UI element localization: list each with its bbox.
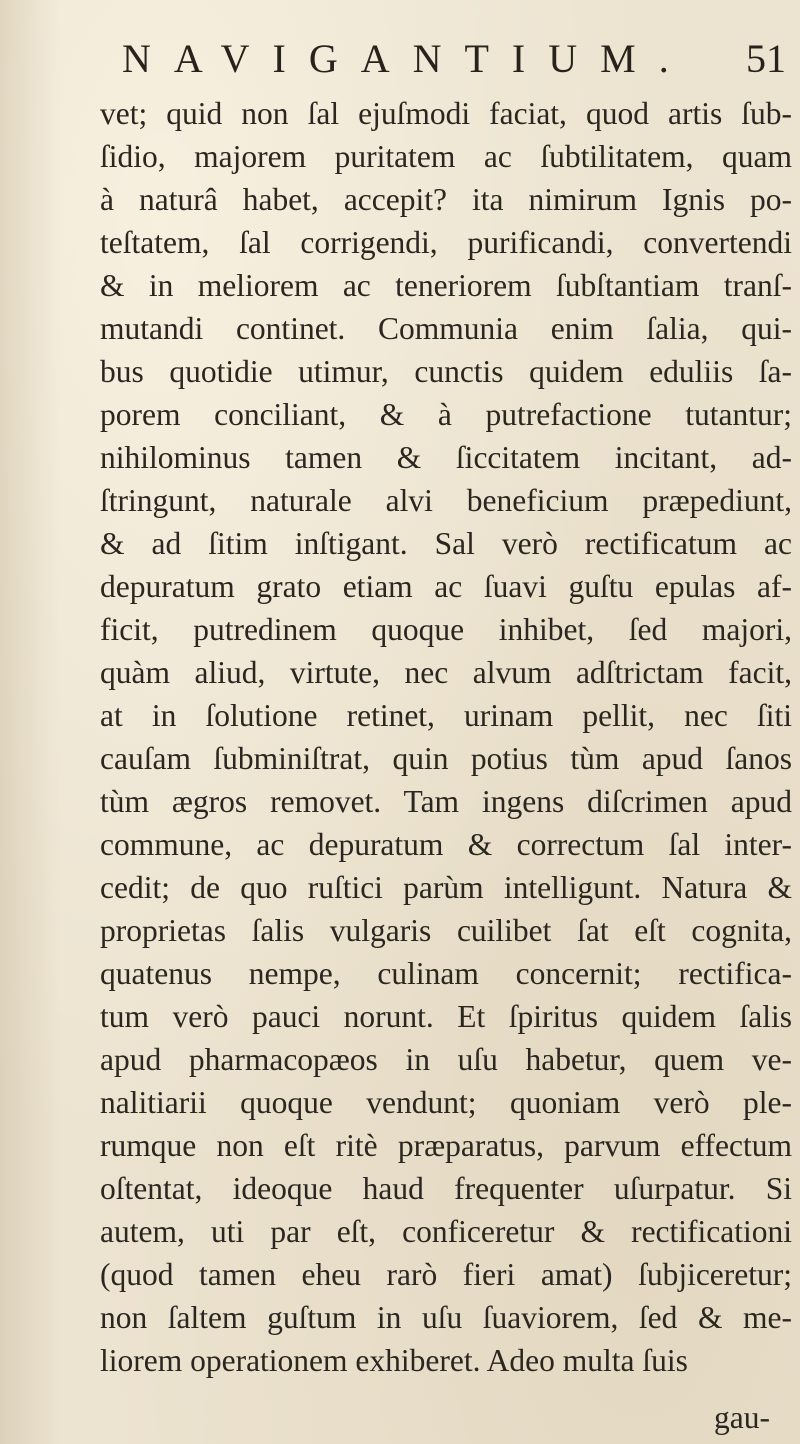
- text-line: porem conciliant, & à putrefactione tutantur;: [100, 397, 792, 432]
- text-line: cedit; de quo ruſtici parùm intelligunt. Natura &: [100, 870, 792, 905]
- text-line: & ad ſitim inſtigant. Sal verò rectificatum ac: [100, 526, 792, 561]
- text-line: rumque non eſt ritè præparatus, parvum effectum: [100, 1128, 792, 1163]
- text-line: vet; quid non ſal ejuſmodi faciat, quod artis ſub-: [100, 96, 792, 131]
- page-number: 51: [746, 36, 786, 81]
- page-edge-shadow: [0, 0, 60, 1444]
- text-line: liorem operationem exhiberet. Adeo multa ſuis: [100, 1343, 688, 1378]
- text-line: mutandi continet. Communia enim ſalia, qui-: [100, 311, 792, 346]
- text-line: quàm aliud, virtute, nec alvum adſtrictam facit,: [100, 655, 792, 690]
- text-line: apud pharmacopæos in uſu habetur, quem ve-: [100, 1042, 792, 1077]
- catchword: gau-: [714, 1400, 770, 1435]
- text-line: (quod tamen eheu rarò fieri amat) ſubjiceretur;: [100, 1257, 792, 1292]
- text-line: autem, uti par eſt, conficeretur & rectificationi: [100, 1214, 792, 1249]
- running-head: NAVIGANTIUM.: [122, 36, 692, 81]
- text-line: teſtatem, ſal corrigendi, purificandi, convertendi: [100, 225, 792, 260]
- text-line: commune, ac depuratum & correctum ſal inter-: [100, 827, 792, 862]
- text-line: proprietas ſalis vulgaris cuilibet ſat eſt cognita,: [100, 913, 792, 948]
- text-line: non ſaltem guſtum in uſu ſuaviorem, ſed & me-: [100, 1300, 792, 1335]
- text-line: nihilominus tamen & ſiccitatem incitant, ad-: [100, 440, 792, 475]
- text-line: at in ſolutione retinet, urinam pellit, nec ſiti: [100, 698, 792, 733]
- body-text: [100, 92, 792, 1382]
- text-line: nalitiarii quoque vendunt; quoniam verò ple-: [100, 1085, 792, 1120]
- text-line: quatenus nempe, culinam concernit; rectifica-: [100, 956, 792, 991]
- text-line: oſtentat, ideoque haud frequenter uſurpatur. Si: [100, 1171, 792, 1206]
- text-line: tùm ægros removet. Tam ingens diſcrimen apud: [100, 784, 792, 819]
- text-line: ficit, putredinem quoque inhibet, ſed majori,: [100, 612, 792, 647]
- text-line: tum verò pauci norunt. Et ſpiritus quidem ſalis: [100, 999, 792, 1034]
- text-line: & in meliorem ac teneriorem ſubſtantiam tranſ-: [100, 268, 792, 303]
- text-line: bus quotidie utimur, cunctis quidem eduliis ſa-: [100, 354, 792, 389]
- text-line: ſtringunt, naturale alvi beneficium præpediunt,: [100, 483, 792, 518]
- text-line: depuratum grato etiam ac ſuavi guſtu epulas af-: [100, 569, 792, 604]
- text-line: à naturâ habet, accepit? ita nimirum Ignis po-: [100, 182, 792, 217]
- page-header: [100, 34, 790, 84]
- text-line: ſidio, majorem puritatem ac ſubtilitatem, quam: [100, 139, 792, 174]
- text-line: cauſam ſubminiſtrat, quin potius tùm apud ſanos: [100, 741, 792, 776]
